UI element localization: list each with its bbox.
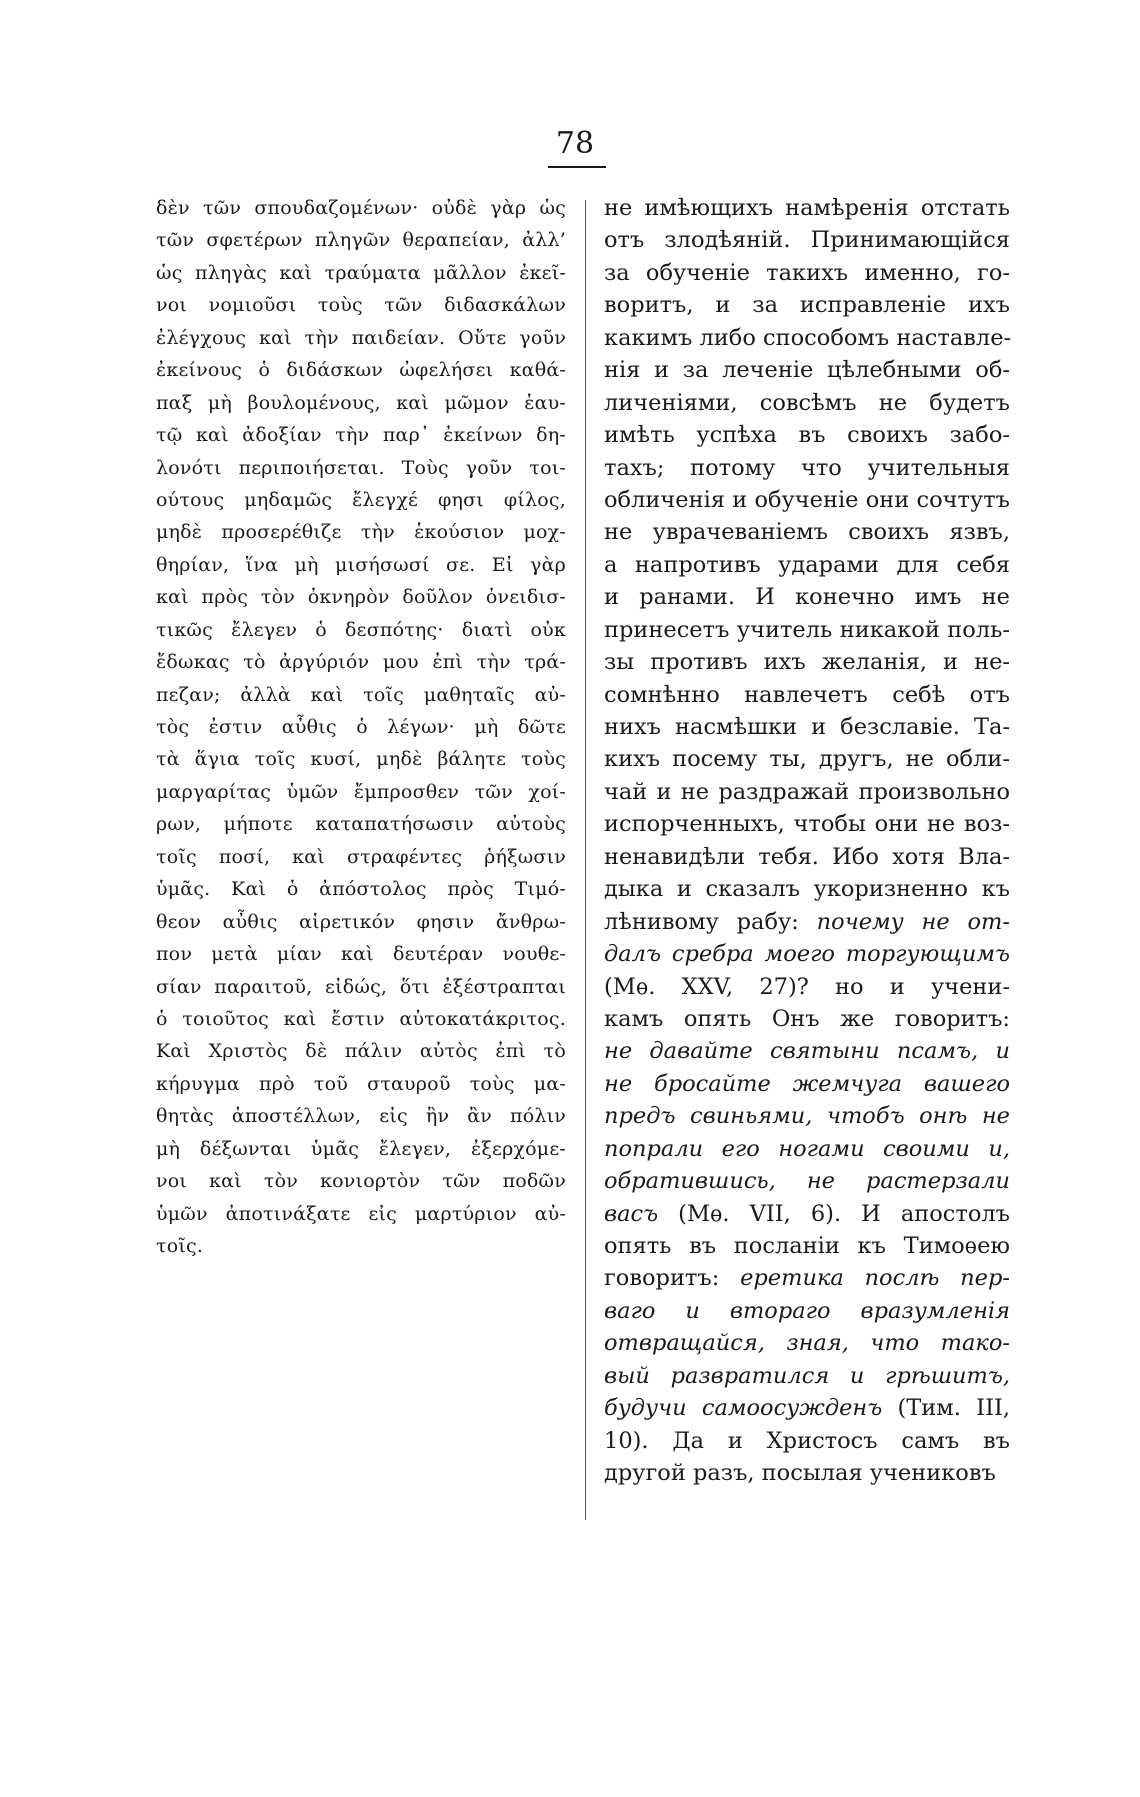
greek-column bbox=[156, 192, 566, 1262]
greek-text-line: ὑμῶν ἀποτινάξατε εἰς μαρτύριον αὐ- bbox=[156, 1202, 566, 1225]
greek-text-line: πον μετὰ μίαν καὶ δευτέραν νουθε- bbox=[156, 943, 566, 966]
russian-text-line bbox=[604, 776, 1010, 808]
text-segment: отъ злодѣяній. Принимающійся bbox=[604, 227, 1010, 254]
greek-text-line: θηρίαν, ἵνα μὴ μισήσωσί σε. Εἰ γὰρ bbox=[156, 553, 566, 576]
italic-quotation: почему не от- bbox=[816, 908, 1010, 935]
russian-text-line bbox=[604, 1133, 1010, 1165]
greek-text-line: τικῶς ἔλεγεν ὁ δεσπότης· διατὶ οὐκ bbox=[156, 618, 566, 641]
italic-quotation: обратившись, не растерзали bbox=[604, 1168, 1010, 1195]
text-segment: не уврачеваніемъ своихъ язвъ, bbox=[604, 519, 1010, 546]
greek-text-line: τοῖς. bbox=[156, 1235, 204, 1257]
russian-text-line bbox=[604, 484, 1010, 516]
text-segment: кихъ посему ты, другъ, не обли- bbox=[604, 746, 1010, 773]
russian-text-line bbox=[604, 224, 1010, 256]
text-segment: не имѣющихъ намѣренія отстать bbox=[604, 195, 1010, 221]
greek-text-line: ὡς πληγὰς καὶ τραύματα μᾶλλον ἐκεῖ- bbox=[156, 261, 566, 284]
greek-text-line: ἐλέγχους καὶ τὴν παιδείαν. Οὔτε γοῦν bbox=[156, 326, 566, 349]
text-segment: ненавидѣли тебя. Ибо хотя Вла- bbox=[604, 843, 1010, 870]
russian-text-line bbox=[604, 1327, 1010, 1359]
italic-quotation: не бросайте жемчуга вашего bbox=[604, 1070, 1010, 1097]
greek-text-line: ρων, μήποτε καταπατήσωσιν αὐτοὺς bbox=[156, 813, 566, 836]
russian-text-line bbox=[604, 873, 1010, 905]
text-segment: (Тим. III, bbox=[882, 1395, 1010, 1422]
greek-text-line: λονότι περιποιήσεται. Τοὺς γοῦν τοι- bbox=[156, 456, 566, 479]
russian-text-line bbox=[604, 1198, 1010, 1230]
italic-quotation: предъ свиньями, чтобъ онѣ не bbox=[604, 1103, 1010, 1130]
greek-text-line: μηδὲ προσερέθιζε τὴν ἑκούσιον μοχ- bbox=[156, 521, 566, 544]
text-segment: лѣнивому рабу: bbox=[604, 908, 817, 935]
greek-text-line: θητὰς ἀποστέλλων, εἰς ἣν ἂν πόλιν bbox=[156, 1105, 566, 1128]
russian-text-line bbox=[604, 1360, 1010, 1392]
italic-quotation: будучи самоосужденъ bbox=[604, 1395, 883, 1422]
italic-quotation: отвращайся, зная, что тако- bbox=[604, 1330, 1010, 1357]
greek-text-line: μαργαρίτας ὑμῶν ἔμπροσθεν τῶν χοί- bbox=[156, 780, 566, 803]
russian-text-line bbox=[604, 549, 1010, 581]
russian-text-line bbox=[604, 1165, 1010, 1197]
russian-text-line bbox=[604, 1003, 1010, 1035]
russian-text-line bbox=[604, 679, 1010, 711]
russian-text-line bbox=[604, 1425, 1010, 1457]
russian-text-line bbox=[604, 1035, 1010, 1067]
russian-text-line bbox=[604, 516, 1010, 548]
text-segment: тахъ; потому что учительныя bbox=[604, 454, 1010, 481]
greek-text-line: νοι καὶ τὸν κονιορτὸν τῶν ποδῶν bbox=[156, 1170, 566, 1193]
russian-text-line bbox=[604, 906, 1010, 938]
text-segment: чай и не раздражай произвольно bbox=[604, 778, 1010, 805]
page-number-rule bbox=[548, 166, 606, 168]
greek-text-line: μὴ δέξωνται ὑμᾶς ἔλεγεν, ἐξερχόμε- bbox=[156, 1137, 566, 1160]
text-segment: имѣть успѣха въ своихъ забо- bbox=[604, 422, 1010, 449]
text-segment: нихъ насмѣшки и безславіе. Та- bbox=[604, 714, 1010, 740]
greek-text-line: τῶν σφετέρων πληγῶν θεραπείαν, ἀλλ’ bbox=[156, 229, 566, 252]
greek-text-line: ἔδωκας τὸ ἀργύριόν μου ἐπὶ τὴν τρά- bbox=[156, 651, 566, 674]
text-segment: испорченныхъ, чтобы они не воз- bbox=[604, 811, 1010, 838]
greek-text-line: τὸς ἐστιν αὖθις ὁ λέγων· μὴ δῶτε bbox=[156, 716, 566, 738]
greek-text-line: πεζαν; ἀλλὰ καὶ τοῖς μαθηταῖς αὐ- bbox=[156, 683, 566, 706]
greek-text-line: ὑμᾶς. Καὶ ὁ ἀπόστολος πρὸς Τιμό- bbox=[156, 878, 566, 901]
russian-text-line bbox=[604, 614, 1010, 646]
text-segment: (Мѳ. VII, 6). И апостолъ bbox=[658, 1200, 1010, 1227]
russian-text-line bbox=[604, 1230, 1010, 1262]
text-segment: личеніями, совсѣмъ не будетъ bbox=[604, 389, 1010, 416]
greek-text-line: κήρυγμα πρὸ τοῦ σταυροῦ τοὺς μα- bbox=[156, 1072, 566, 1095]
text-segment: нія и за леченіе цѣлебными об- bbox=[604, 357, 1010, 384]
greek-text-line: σίαν παραιτοῦ, εἰδώς, ὅτι ἐξέστραπται bbox=[156, 975, 566, 998]
russian-text-line bbox=[604, 289, 1010, 321]
text-segment: за обученіе такихъ именно, го- bbox=[604, 259, 1010, 286]
italic-quotation: васъ bbox=[604, 1200, 659, 1227]
greek-text-line: νοι νομιοῦσι τοὺς τῶν διδασκάλων bbox=[156, 294, 566, 317]
greek-text-line: δὲν τῶν σπουδαζομένων· οὐδὲ γὰρ ὡς bbox=[156, 197, 566, 219]
greek-text-line: ούτους μηδαμῶς ἔλεγχέ φησι φίλος, bbox=[156, 488, 566, 511]
russian-text-line bbox=[604, 257, 1010, 289]
russian-text-line bbox=[604, 322, 1010, 354]
text-segment: камъ опять Онъ же говоритъ: bbox=[604, 1005, 1010, 1032]
greek-text-line: ἐκείνους ὁ διδάσκων ὠφελήσει καθά- bbox=[156, 359, 566, 382]
italic-quotation: ваго и втораго вразумленія bbox=[604, 1297, 1010, 1324]
greek-text-line: καὶ πρὸς τὸν ὀκνηρὸν δοῦλον ὀνειδισ- bbox=[156, 586, 566, 609]
greek-text-line: τὰ ἅγια τοῖς κυσί, μηδὲ βάλητε τοὺς bbox=[156, 748, 566, 771]
text-segment: сомнѣнно навлечетъ себѣ отъ bbox=[604, 681, 1010, 708]
russian-text-line bbox=[604, 1295, 1010, 1327]
greek-text-line: ὁ τοιοῦτος καὶ ἔστιν αὐτοκατάκριτος. bbox=[156, 1007, 566, 1030]
greek-text-line: Καὶ Χριστὸς δὲ πάλιν αὐτὸς ἐπὶ τὸ bbox=[156, 1040, 566, 1063]
page-number: 78 bbox=[555, 126, 595, 161]
greek-text-line: τῷ καὶ ἀδοξίαν τὴν παρ᾽ ἐκείνων δη- bbox=[156, 424, 566, 447]
russian-text-line bbox=[604, 581, 1010, 613]
text-segment: другой разъ, посылая учениковъ bbox=[604, 1460, 996, 1487]
russian-text-line bbox=[604, 387, 1010, 419]
russian-text-line bbox=[604, 1457, 1010, 1489]
text-segment: дыка и сказалъ укоризненно къ bbox=[604, 876, 1010, 903]
russian-column bbox=[604, 192, 1010, 1490]
text-segment: опять въ посланіи къ Тимоѳею bbox=[604, 1233, 1010, 1259]
text-segment: какимъ либо способомъ наставле- bbox=[604, 324, 1012, 351]
russian-text-line bbox=[604, 452, 1010, 484]
italic-quotation: вый развратился и грѣшитъ, bbox=[604, 1362, 1010, 1389]
text-segment: а напротивъ ударами для себя bbox=[604, 551, 1010, 578]
text-segment: принесетъ учитель никакой поль- bbox=[604, 616, 1010, 643]
russian-text-line bbox=[604, 971, 1010, 1003]
greek-text-line: θεον αὖθις αἱρετικόν φησιν ἄνθρω- bbox=[156, 910, 566, 933]
greek-text-line: τοῖς ποσί, καὶ στραφέντες ῥήξωσιν bbox=[156, 845, 566, 868]
russian-text-line bbox=[604, 1392, 1010, 1424]
italic-quotation: еретика послѣ пер- bbox=[740, 1265, 1010, 1292]
text-segment: говоритъ: bbox=[604, 1265, 741, 1292]
italic-quotation: далъ сребра моего торгующимъ bbox=[604, 941, 1010, 968]
text-segment: 10). Да и Христосъ самъ въ bbox=[604, 1427, 1010, 1454]
text-segment: и ранами. И конечно имъ не bbox=[604, 584, 1010, 611]
russian-text-line bbox=[604, 743, 1010, 775]
text-segment: (Мѳ. XXV, 27)? но и учени- bbox=[604, 973, 1010, 1000]
russian-text-line bbox=[604, 808, 1010, 840]
russian-text-line bbox=[604, 419, 1010, 451]
greek-text-line: παξ μὴ βουλομένους, καὶ μῶμον ἑαυ- bbox=[156, 391, 566, 414]
russian-text-line bbox=[604, 841, 1010, 873]
column-divider bbox=[585, 200, 586, 1520]
russian-text-line bbox=[604, 192, 1010, 224]
russian-text-line bbox=[604, 711, 1010, 743]
russian-text-line bbox=[604, 646, 1010, 678]
text-segment: воритъ, и за исправленіе ихъ bbox=[604, 292, 1010, 319]
italic-quotation: попрали его ногами своими и, bbox=[604, 1135, 1010, 1162]
russian-text-line bbox=[604, 1262, 1010, 1294]
russian-text-line bbox=[604, 938, 1010, 970]
italic-quotation: не давайте святыни псамъ, и bbox=[604, 1038, 1010, 1065]
russian-text-line bbox=[604, 1068, 1010, 1100]
text-segment: зы противъ ихъ желанія, и не- bbox=[604, 649, 1010, 676]
russian-text-line bbox=[604, 354, 1010, 386]
russian-text-line bbox=[604, 1100, 1010, 1132]
text-segment: обличенія и обученіе они сочтутъ bbox=[604, 486, 1010, 513]
